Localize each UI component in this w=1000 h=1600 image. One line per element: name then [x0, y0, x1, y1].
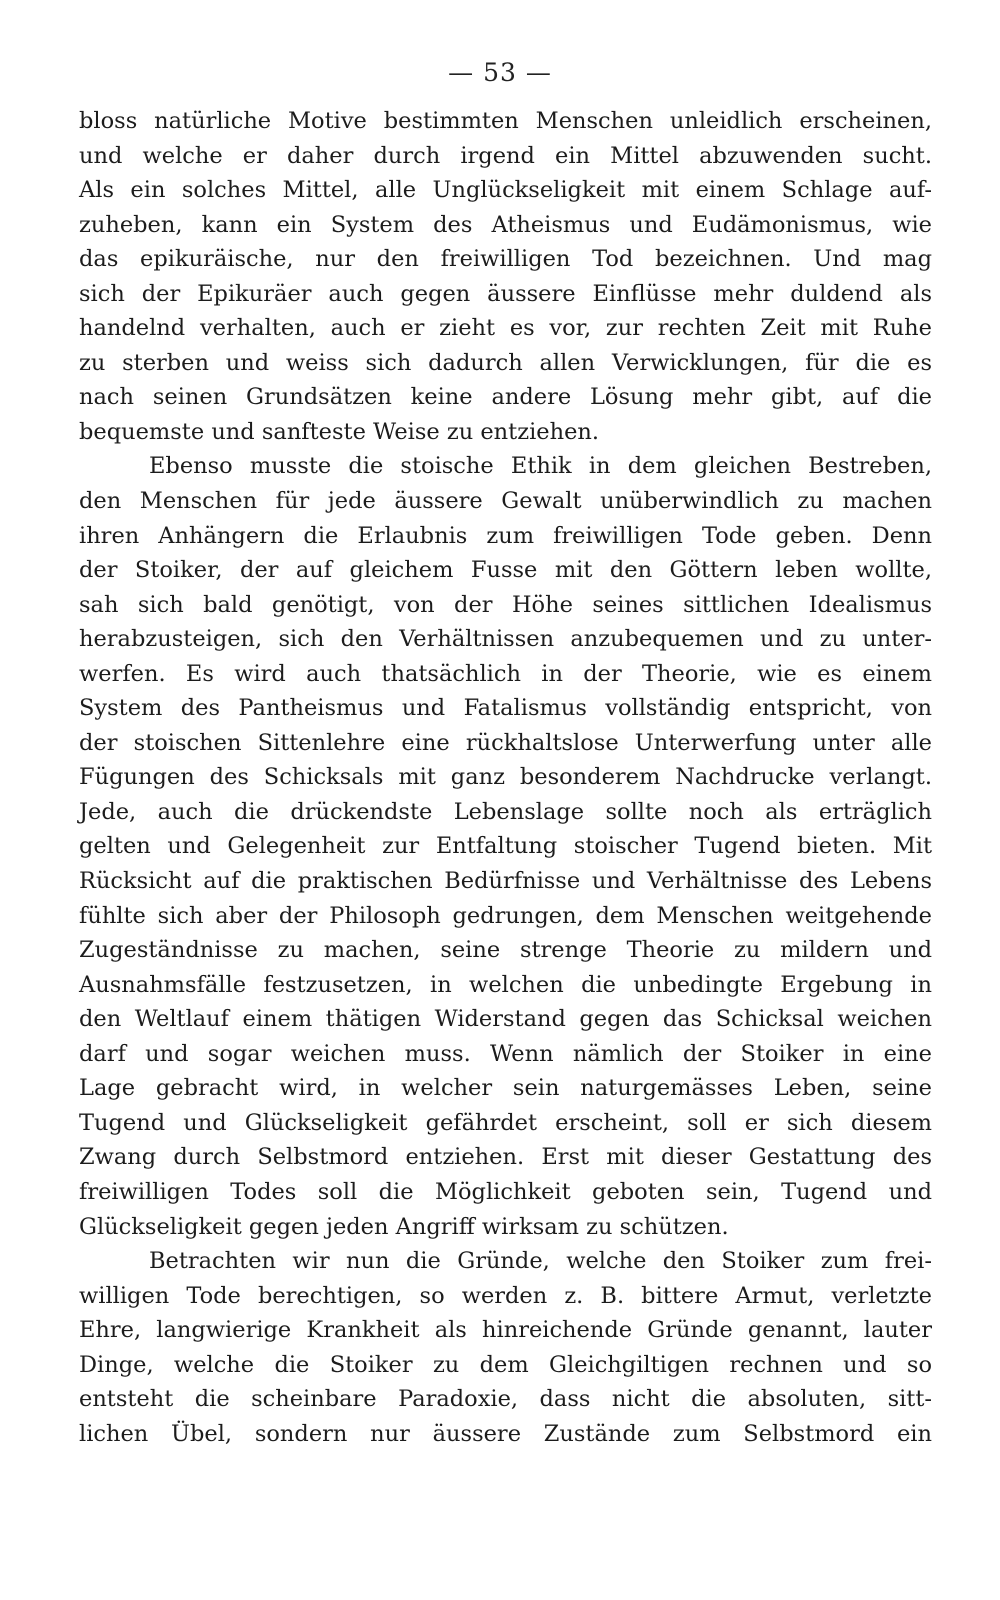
text-line: Fügungen des Schicksals mit ganz besonderem Nachdrucke verlangt. [79, 764, 932, 791]
text-line: Zwang durch Selbstmord entziehen. Erst mit dieser Gestattung des [79, 1144, 932, 1171]
text-line: nach seinen Grundsätzen keine andere Lösung mehr gibt, auf die [79, 384, 932, 411]
text-line: und welche er daher durch irgend ein Mittel abzuwenden sucht. [79, 142, 932, 169]
text-line: fühlte sich aber der Philosoph gedrungen, dem Menschen weitgehende [79, 902, 932, 929]
text-line: bequemste und sanfteste Weise zu entziehen. [79, 418, 600, 445]
text-line: Betrachten wir nun die Gründe, welche den Stoiker zum frei- [149, 1248, 932, 1275]
text-line: zuheben, kann ein System des Atheismus und Eudämonismus, wie [79, 211, 932, 238]
text-line: Als ein solches Mittel, alle Unglückseligkeit mit einem Schlage auf- [79, 177, 932, 204]
text-line: Tugend und Glückseligkeit gefährdet erscheint, soll er sich diesem [79, 1109, 932, 1136]
text-line: Lage gebracht wird, in welcher sein naturgemässes Leben, seine [79, 1075, 932, 1102]
text-line: darf und sogar weichen muss. Wenn nämlich der Stoiker in eine [79, 1040, 932, 1067]
text-line: den Menschen für jede äussere Gewalt unüberwindlich zu machen [79, 488, 932, 515]
text-line: Ebenso musste die stoische Ethik in dem gleichen Bestreben, [149, 453, 932, 480]
text-line: Rücksicht auf die praktischen Bedürfnisse und Verhältnisse des Lebens [79, 868, 932, 895]
text-line: Dinge, welche die Stoiker zu dem Gleichgiltigen rechnen und so [79, 1351, 932, 1378]
text-line: Zugeständnisse zu machen, seine strenge Theorie zu mildern und [79, 937, 932, 964]
text-line: sich der Epikuräer auch gegen äussere Einflüsse mehr duldend als [79, 280, 932, 307]
text-line: willigen Tode berechtigen, so werden z. B. bittere Armut, verletzte [79, 1282, 932, 1309]
text-line: entsteht die scheinbare Paradoxie, dass nicht die absoluten, sitt- [79, 1386, 932, 1413]
text-line: sah sich bald genötigt, von der Höhe seines sittlichen Idealismus [79, 591, 932, 618]
text-line: Jede, auch die drückendste Lebenslage sollte noch als erträglich [79, 798, 932, 825]
text-line: Ehre, langwierige Krankheit als hinreichende Gründe genannt, lauter [79, 1317, 932, 1344]
text-line: gelten und Gelegenheit zur Entfaltung stoischer Tugend bieten. Mit [79, 833, 932, 860]
page-number: — 53 — [448, 58, 552, 87]
text-line: ihren Anhängern die Erlaubnis zum freiwilligen Tode geben. Denn [79, 522, 932, 549]
text-line: herabzusteigen, sich den Verhältnissen anzubequemen und zu unter- [79, 626, 932, 653]
text-line: Ausnahmsfälle festzusetzen, in welchen die unbedingte Ergebung in [79, 971, 932, 998]
text-line: freiwilligen Todes soll die Möglichkeit geboten sein, Tugend und [79, 1178, 932, 1205]
text-line: der Stoiker, der auf gleichem Fusse mit den Göttern leben wollte, [79, 557, 932, 584]
text-line: werfen. Es wird auch thatsächlich in der Theorie, wie es einem [79, 660, 932, 687]
text-line: zu sterben und weiss sich dadurch allen Verwicklungen, für die es [79, 349, 932, 376]
text-line: der stoischen Sittenlehre eine rückhaltslose Unterwerfung unter alle [79, 729, 932, 756]
text-line: bloss natürliche Motive bestimmten Menschen unleidlich erscheinen, [79, 108, 932, 134]
text-line: Glückseligkeit gegen jeden Angriff wirksam zu schützen. [79, 1213, 729, 1240]
text-line: das epikuräische, nur den freiwilligen Tod bezeichnen. Und mag [79, 246, 932, 273]
text-line: lichen Übel, sondern nur äussere Zustände zum Selbstmord ein [79, 1420, 932, 1447]
text-line: den Weltlauf einem thätigen Widerstand gegen das Schicksal weichen [79, 1006, 932, 1033]
body-text [79, 104, 932, 1451]
text-line: handelnd verhalten, auch er zieht es vor, zur rechten Zeit mit Ruhe [79, 315, 932, 342]
text-line: System des Pantheismus und Fatalismus vollständig entspricht, von [79, 695, 932, 722]
